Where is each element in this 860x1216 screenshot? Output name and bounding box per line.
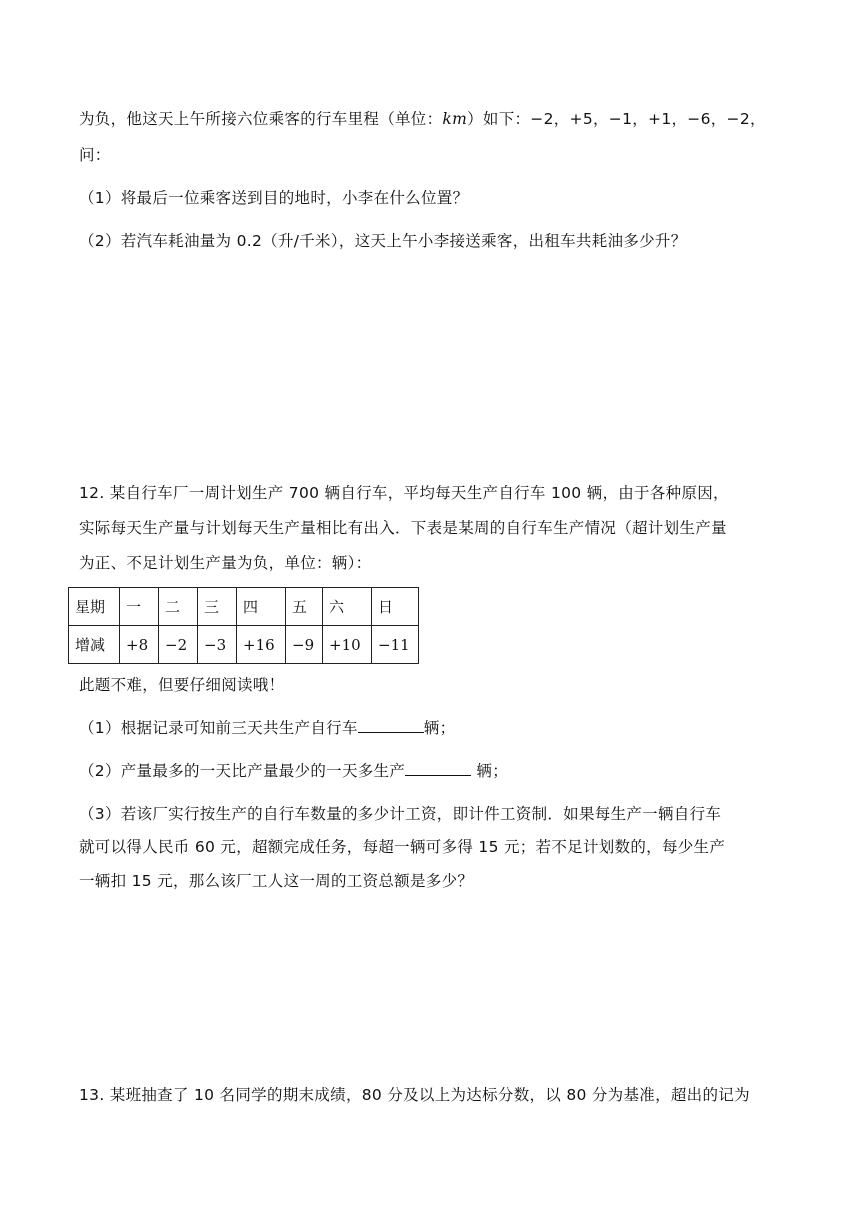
q12-note: 此题不难，但要仔细阅读哦！: [79, 676, 285, 694]
q12-subquestion-3-line-3: 一辆扣 15 元，那么该厂工人这一周的工资总额是多少？: [79, 872, 474, 890]
table-header-label: 星期: [69, 588, 120, 626]
q11-line-2: 问：: [79, 146, 111, 164]
table-value-fri: −9: [286, 626, 323, 664]
q11-line-1-suffix: ）如下：−2，+5，−1，+1，−6，−2，: [467, 110, 766, 128]
q11-line-1: [79, 107, 766, 129]
q12-sub1-prefix: （1）根据记录可知前三天共生产自行车: [79, 719, 358, 737]
table-row-values: [69, 626, 419, 664]
q12-sub1-suffix: 辆；: [423, 719, 456, 737]
q11-unit-km: km: [442, 110, 468, 128]
q12-subquestion-3-line-1: （3）若该厂实行按生产的自行车数量的多少计工资，即计件工资制．如果每生产一辆自行车: [79, 805, 722, 823]
table-day-tue: 二: [159, 588, 198, 626]
table-value-wed: −3: [198, 626, 237, 664]
answer-blank-2[interactable]: [405, 761, 471, 776]
table-day-fri: 五: [286, 588, 323, 626]
answer-blank-1[interactable]: [358, 718, 424, 733]
table-value-mon: +8: [120, 626, 159, 664]
q11-subquestion-1: （1）将最后一位乘客送到目的地时，小李在什么位置？: [79, 189, 469, 207]
q13-line-1: 13. 某班抽查了 10 名同学的期末成绩，80 分及以上为达标分数，以 80 分为基准，超出的记为: [79, 1086, 750, 1104]
table-day-thu: 四: [237, 588, 286, 626]
q12-subquestion-2: [79, 759, 508, 781]
table-day-sat: 六: [323, 588, 372, 626]
q11-subquestion-2: （2）若汽车耗油量为 0.2（升/千米），这天上午小李接送乘客，出租车共耗油多少升？: [79, 232, 687, 250]
table-value-sat: +10: [323, 626, 372, 664]
table-row-label: 增减: [69, 626, 120, 664]
q12-subquestion-3-line-2: 就可以得人民币 60 元，超额完成任务，每超一辆可多得 15 元；若不足计划数的，每少生产: [79, 838, 726, 856]
q12-subquestion-1: [79, 716, 455, 738]
q11-line-1-prefix: 为负，他这天上午所接六位乘客的行车里程（单位：: [79, 110, 443, 128]
table-day-sun: 日: [372, 588, 419, 626]
table-day-mon: 一: [120, 588, 159, 626]
q12-line-3: 为正、不足计划生产量为负，单位：辆）：: [79, 554, 372, 572]
table-row-header: [69, 588, 419, 626]
table-day-wed: 三: [198, 588, 237, 626]
table-value-thu: +16: [237, 626, 286, 664]
production-table: [68, 587, 419, 664]
q12-sub2-prefix: （2）产量最多的一天比产量最少的一天多生产: [79, 762, 406, 780]
table-value-tue: −2: [159, 626, 198, 664]
q12-sub2-suffix: 辆；: [471, 762, 508, 780]
q12-line-2: 实际每天生产量与计划每天生产量相比有出入．下表是某周的自行车生产情况（超计划生产量: [79, 519, 727, 537]
q12-line-1: 12. 某自行车厂一周计划生产 700 辆自行车，平均每天生产自行车 100 辆，由于各种原因，: [79, 484, 729, 502]
table-value-sun: −11: [372, 626, 419, 664]
